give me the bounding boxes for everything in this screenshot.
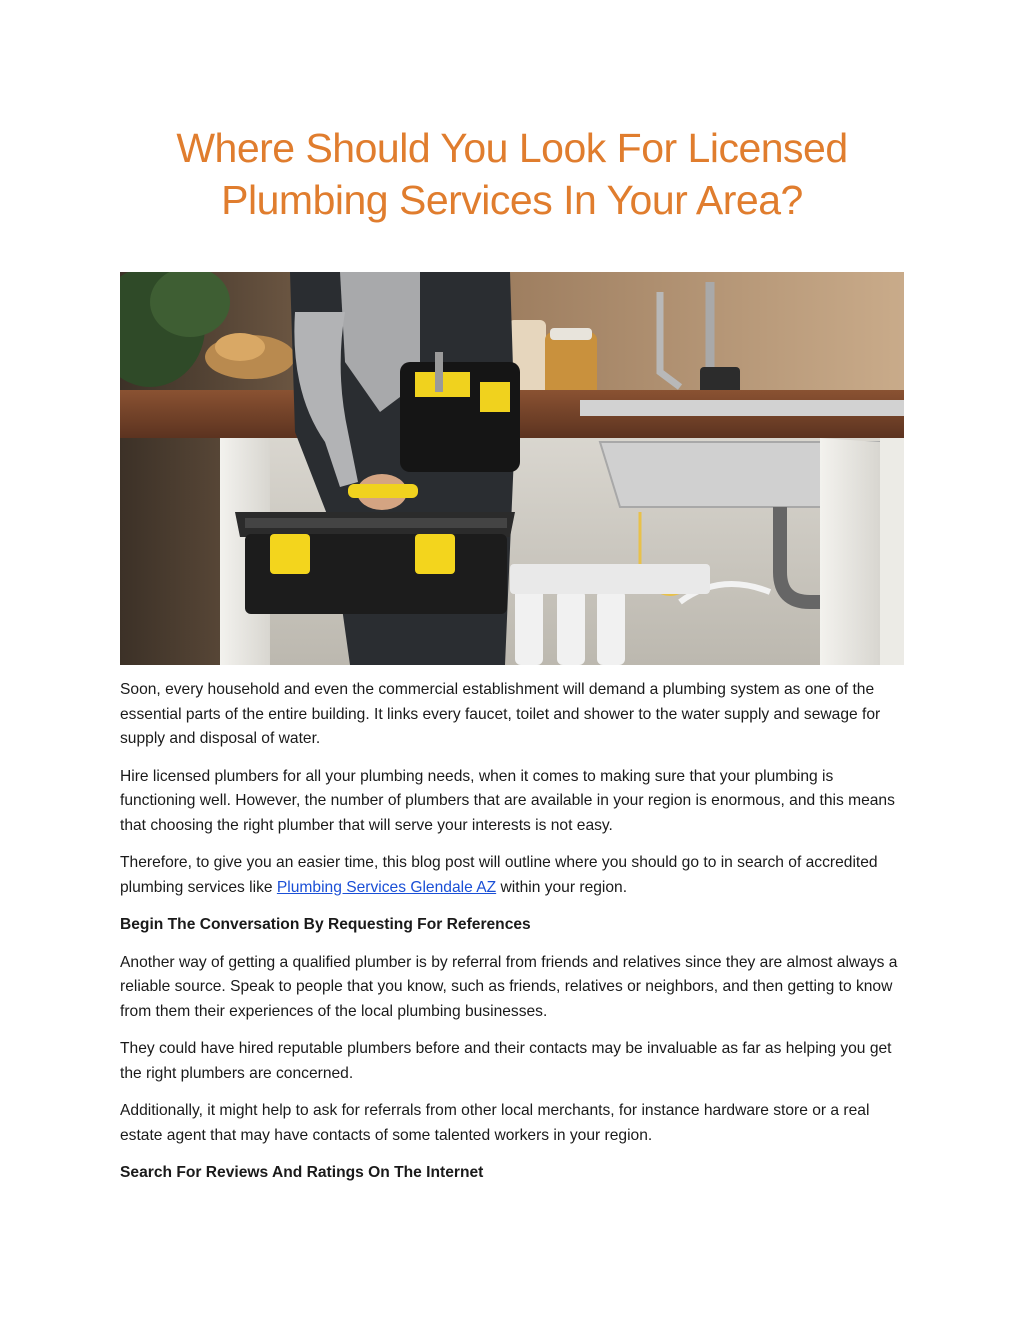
paragraph-4: Another way of getting a qualified plumber is by referral from friends and relatives since they are almost always a reliable source. Speak to people that you know, such as friends, relatives or neighbors, and then getting to know from them their experiences of the local plumbing businesses. (120, 953, 898, 1020)
article-body (120, 678, 910, 1199)
paragraph-3-end: within your region. (496, 878, 628, 896)
paragraph-6: Additionally, it might help to ask for referrals from other local merchants, for instance hardware store or a real estate agent that may have contacts of some talented workers in your region. (120, 1102, 870, 1144)
paragraph-5: They could have hired reputable plumbers before and their contacts may be invaluable as far as helping you get the right plumbers are concerned. (120, 1040, 892, 1082)
page-title (120, 122, 904, 226)
hero-image (120, 272, 904, 665)
title-line-1: Where Should You Look For Licensed (176, 125, 848, 171)
paragraph-3-start: Therefore, to give you an easier time, this blog post will outline where you should go to in search of accredited plumbing services like (120, 854, 878, 896)
heading-references: Begin The Conversation By Requesting For References (120, 916, 531, 933)
paragraph-2: Hire licensed plumbers for all your plumbing needs, when it comes to making sure that your plumbing is functioning well. However, the number of plumbers that are available in your region is enormous, and this means that choosing the right plumber that will serve your interests is not easy. (120, 767, 895, 834)
plumber-with-toolbox-photo-icon (120, 272, 904, 665)
paragraph-3 (120, 851, 910, 900)
heading-reviews: Search For Reviews And Ratings On The Internet (120, 1164, 484, 1181)
plumbing-services-link[interactable]: Plumbing Services Glendale AZ (276, 878, 497, 896)
title-line-2: Plumbing Services In Your Area? (221, 177, 803, 223)
paragraph-1: Soon, every household and even the commercial establishment will demand a plumbing system as one of the essential parts of the entire building. It links every faucet, toilet and shower to the water supply and sewage for supply and disposal of water. (120, 681, 881, 747)
